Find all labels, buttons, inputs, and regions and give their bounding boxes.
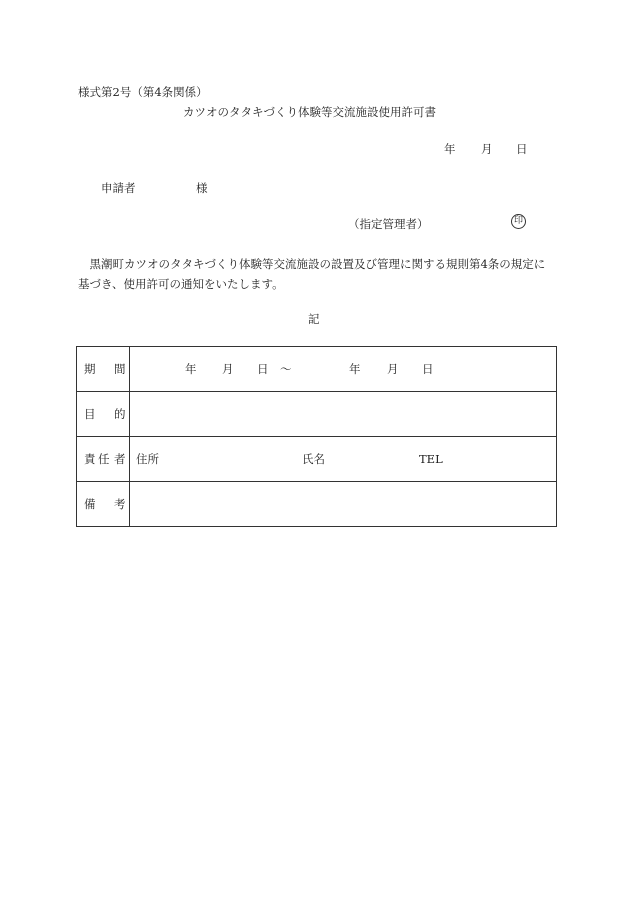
responsible-tel-label: TEL [419,452,443,466]
table-row-responsible [77,437,557,482]
responsible-value [130,437,557,482]
period-year-end: 年 [349,362,361,376]
period-month-end: 月 [387,362,399,376]
notice-body-text: 黒潮町カツオのタタキづくり体験等交流施設の設置及び管理に関する規則第4条の規定に基づき、使用許可の通知をいたします。 [78,257,546,291]
form-number: 様式第2号（第4条関係） [78,85,208,99]
date-day: 日 [516,142,528,156]
period-day-end: 日 [422,362,434,376]
remarks-label: 備 考 [77,482,130,527]
date-year: 年 [444,142,456,156]
details-table [76,346,557,527]
table-row-remarks [77,482,557,527]
period-value [130,347,557,392]
date-month: 月 [481,142,493,156]
period-label: 期 間 [77,347,130,392]
applicant-label: 申請者 [101,181,136,195]
table-row-period [77,347,557,392]
period-day: 日 [257,362,269,376]
seal-icon: 印 [511,214,526,229]
responsible-name-label: 氏名 [302,452,325,466]
purpose-label: 目 的 [77,392,130,437]
document-title: カツオのタタキづくり体験等交流施設使用許可書 [183,105,436,119]
purpose-value [130,392,557,437]
applicant-suffix: 様 [196,181,208,195]
period-year: 年 [185,362,197,376]
responsible-address-label: 住所 [136,452,159,466]
manager-label: （指定管理者） [348,217,429,231]
record-mark: 記 [308,312,320,326]
period-month: 月 [222,362,234,376]
table-row-purpose [77,392,557,437]
responsible-label: 責 任 者 [77,437,130,482]
remarks-value [130,482,557,527]
period-tilde: ～ [280,362,292,376]
